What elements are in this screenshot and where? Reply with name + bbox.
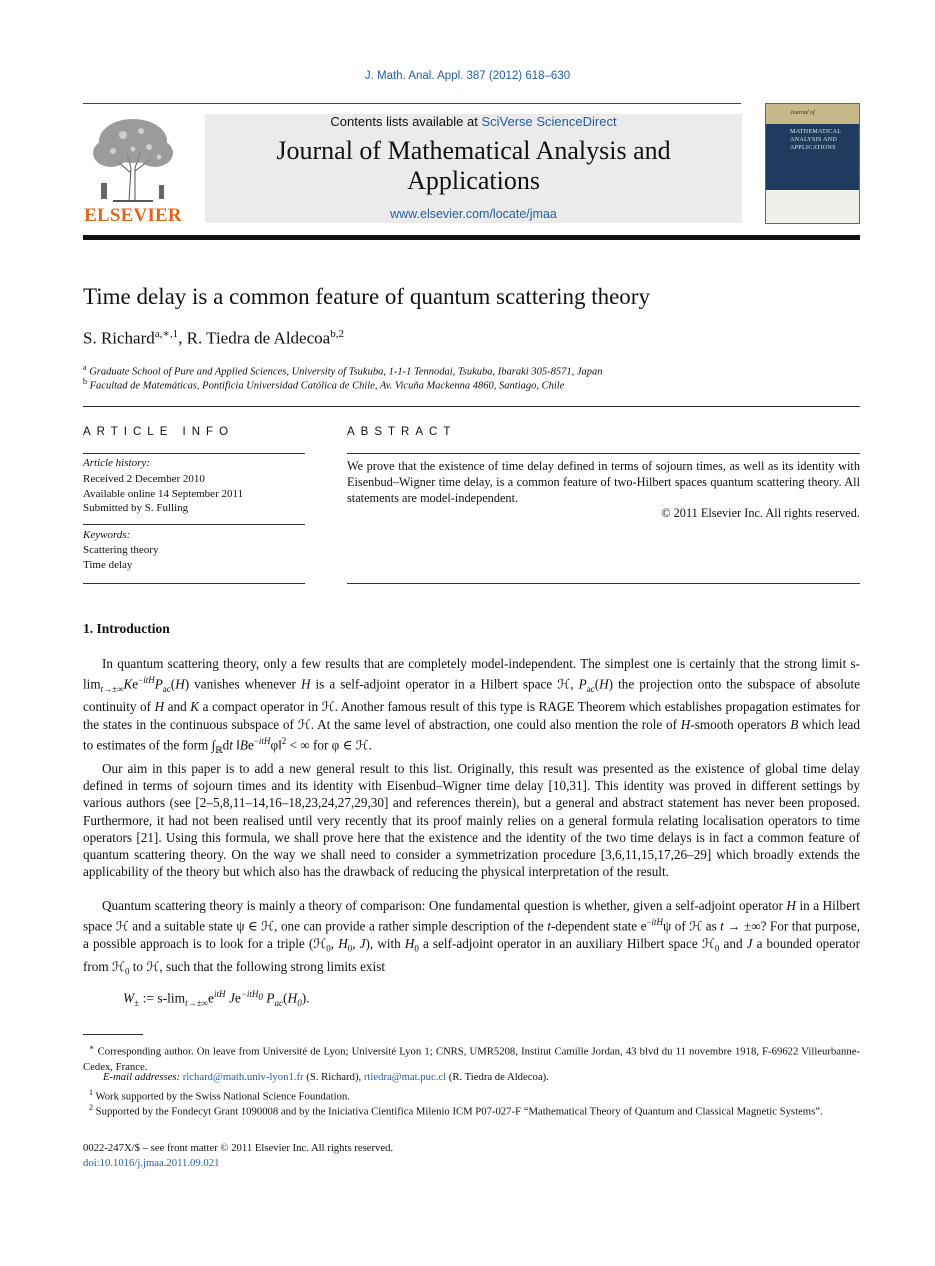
history-item: Received 2 December 2010 [83, 473, 205, 485]
contents-availability [205, 114, 742, 129]
sciencedirect-link[interactable]: SciVerse ScienceDirect [481, 114, 617, 129]
abstract-rule [347, 453, 860, 454]
footnote-corresponding-author: ∗ Corresponding author. On leave from Université de Lyon; Université Lyon 1; CNRS, UMR5208, Institut Camille Jordan, 43 blvd du 11 novembre 1918, F-69622 Villeurbanne-Cedex, France. [83, 1043, 861, 1073]
paragraph: Our aim in this paper is to add a new general result to this list. Originally, this result was presented as the existence of global time delay defined in terms of sojourn times and its identity with Eisenbud–Wigner time delay [10,31]. This identity was proved in different settings by various authors (see [2–5,8,11–14,16–18,23,24,27,29,30] and references therein), but a general and abstract statement has never been proposed. Furthermore, it had not been realised until very recently that its proof mainly relies on a general formula relating localisation operators to time operators [21]. Using this formula, we shall prove here that the existence and the identity of the two time delays is in fact a common feature of quantum scattering theory. On the way we shall need to consider a symmetrization procedure [3,6,11,15,17,26–29] which broadly extends the applicability of the theory but which also has the drawback of reducing the physical interpretation of the result. [83, 761, 860, 880]
affiliation-text: Facultad de Matemáticas, Pontificia Universidad Católica de Chile, Av. Vicuña Mackenna 4860, Santiago, Chile [89, 380, 565, 392]
header-bottom-rule [83, 235, 860, 240]
keyword: Scattering theory [83, 544, 159, 556]
footnote-rule [83, 1034, 143, 1035]
footnote-2: $^2$ Supported by the Fondecyt Grant 1090008 and by the Iniciativa Cientifica Milenio ICM P07-027-F “Mathematical Theory of Quantum and Classical Magnetic Systems”. [89, 1103, 823, 1118]
journal-title-line1: Journal of Mathematical Analysis and [276, 136, 671, 165]
title-block-rule [83, 406, 860, 407]
doi-link[interactable]: doi:10.1016/j.jmaa.2011.09.021 [83, 1157, 220, 1169]
author-affiliation-marks[interactable]: a,∗,1 [154, 328, 179, 340]
footnote-mark: 2 [89, 1103, 93, 1112]
cover-title: MATHEMATICAL ANALYSIS AND APPLICATIONS [790, 128, 841, 151]
footnote-mark: 1 [89, 1088, 93, 1097]
article-info-divider [83, 524, 305, 525]
article-title: Time delay is a common feature of quantum scattering theory [83, 284, 650, 309]
keyword-list [83, 543, 158, 572]
footnote-1: $^1$ Work supported by the Swiss National Science Foundation. [89, 1088, 350, 1103]
email-link[interactable]: rtiedra@mat.puc.cl [363, 1071, 447, 1083]
paragraph: Quantum scattering theory is mainly a theory of comparison: One fundamental question is whether, given a self-adjoint operator H in a Hilbert space ℋ and a suitable state ψ ∈ ℋ, one can provide a rather simple description of the t-dependent state $e^{-itH}\psi$ of ℋ as t → ±∞? For that purpose, a possible approach is to look for a triple (ℋ$_0$, $H_0$, J), with $H_0$ a self-adjoint operator in an auxiliary Hilbert space ℋ$_0$ and J a bounded operator from ℋ$_0$ to ℋ, such that the following strong limits exist [83, 898, 861, 977]
article-info-bottom-rule [83, 583, 305, 584]
journal-title-line2: Applications [407, 166, 540, 195]
history-item: Submitted by S. Fulling [83, 502, 189, 514]
footnote-mark: ∗ [89, 1043, 95, 1052]
journal-citation[interactable]: J. Math. Anal. Appl. 387 (2012) 618–630 [364, 70, 571, 82]
article-info-rule [83, 453, 305, 454]
email-label: E-mail addresses: [103, 1071, 181, 1083]
abstract-bottom-rule [347, 583, 860, 584]
abstract-copyright: © 2011 Elsevier Inc. All rights reserved. [661, 506, 860, 520]
abstract-text: We prove that the existence of time delay defined in terms of sojourn times, as well as its identity with Eisenbud–Wigner time delay, is a common feature of two-Hilbert spaces quantum scattering theory. All statements are model-independent. [347, 459, 860, 505]
keywords-label: Keywords: [83, 529, 131, 541]
journal-title [205, 136, 742, 196]
equation-wave-operators: $W_\pm$ := $s-\lim_{t\to\pm\infty}e^{itH}$ $Je^{-itH_0}$ $P_{ac}(H_0)$. [123, 989, 310, 1009]
footnote-emails: E-mail addresses: richard@math.univ-lyon1.fr (S. Richard), rtiedra@mat.puc.cl (R. Tiedra de Aldecoa). [103, 1071, 549, 1083]
author-name: S. Richard [83, 328, 155, 348]
section-heading: 1. Introduction [83, 621, 170, 636]
contents-prefix: Contents lists available at [330, 114, 482, 129]
history-item: Available online 14 September 2011 [83, 487, 244, 500]
header-top-rule [83, 103, 741, 104]
email-link[interactable]: richard@math.univ-lyon1.fr [182, 1071, 304, 1083]
keyword: Time delay [83, 558, 133, 571]
paragraph: In quantum scattering theory, only a few results that are completely model-independent. The simplest one is certainly that the strong limit $s-\lim_{t\to\pm\infty}Ke^{-itH}P_{ac}(H)$ vanishes whenever H is a self-adjoint operator in a Hilbert space ℋ, $P_{ac}(H)$ the projection onto the subspace of absolute continuity of H and K a compact operator in ℋ. Another famous result of this type is RAGE Theorem which establishes propagation estimates for the states in the continuous subspace of ℋ. At the same level of abstraction, one could also mention the role of H-smooth operators B which lead to estimates of the form $\int_ℝdt$ $‖Be^{-itH}\varphi‖^2$ < ∞ for φ ∈ ℋ. [83, 656, 860, 755]
author-list [83, 327, 344, 349]
author-separator: , [178, 328, 187, 348]
affiliation-b [83, 377, 564, 392]
cover-logo: Journal of [790, 110, 815, 116]
article-info-heading: ARTICLE INFO [83, 426, 235, 438]
journal-cover-thumbnail[interactable] [765, 103, 860, 224]
author-affiliation-marks[interactable]: b,2 [330, 328, 344, 340]
journal-homepage-link[interactable]: www.elsevier.com/locate/jmaa [390, 207, 557, 221]
author-name: R. Tiedra de Aldecoa [186, 328, 331, 348]
article-history [83, 472, 243, 516]
cover-bottom-band [766, 190, 859, 223]
affiliation-mark: b [83, 377, 87, 386]
affiliation-text: Graduate School of Pure and Applied Sciences, University of Tsukuba, 1-1-1 Tennodai, Tsukuba, Ibaraki 305-8571, Japan [89, 366, 603, 378]
history-label: Article history: [83, 457, 150, 469]
issn-line: 0022-247X/$ – see front matter © 2011 Elsevier Inc. All rights reserved. [83, 1142, 394, 1154]
affiliation-mark: a [83, 363, 87, 372]
abstract-heading: ABSTRACT [347, 426, 457, 438]
publisher-wordmark: ELSEVIER [84, 205, 182, 226]
affiliation-a [83, 363, 602, 378]
